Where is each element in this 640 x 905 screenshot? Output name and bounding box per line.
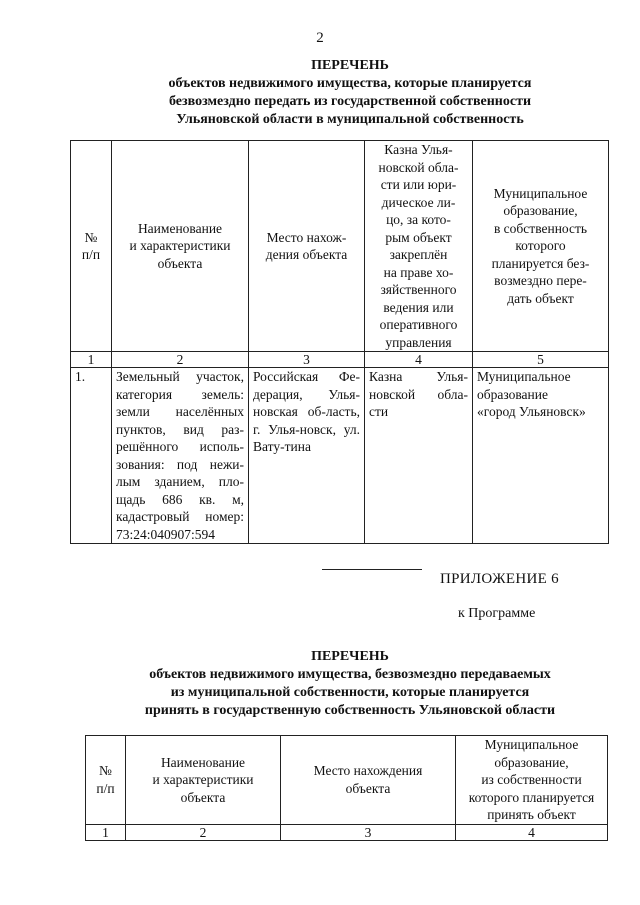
list2-table [85,735,608,841]
table-row [71,368,609,544]
list2-subtitle-line: принять в государственную собственность Ульяновской области [144,703,556,718]
list1-title-block [60,57,640,129]
header-municipality: Муниципальное образование, из собственности которого планируется принять объект [456,736,608,825]
table-header-row [71,141,609,352]
program-label: к Программе [458,606,536,621]
header-num: № п/п [71,141,112,352]
list1-subtitle-line: Ульяновской области в муниципальной собственность [176,112,524,127]
column-number: 1 [86,824,126,840]
header-num: № п/п [86,736,126,825]
column-number: 3 [281,824,456,840]
column-number: 2 [112,352,249,368]
header-name: Наименование и характеристики объекта [112,141,249,352]
column-number: 4 [365,352,473,368]
row-name: Земельный участок, категория земель: земли населённых пунктов, вид раз-решённого исполь-зования: под нежи-лым зданием, пло-щадь 686 кв. м, кадастровый номер: 73:24:040907:594 [112,368,249,544]
column-number: 2 [126,824,281,840]
row-holder: Казна Улья-новской обла-сти [365,368,473,544]
list2-subtitle-line: из муниципальной собственности, которые планируется [170,685,530,700]
appendix-label: ПРИЛОЖЕНИЕ 6 [440,571,559,587]
header-location: Место нахож- дения объекта [249,141,365,352]
list2-subtitle-line: объектов недвижимого имущества, безвозмездно передаваемых [149,667,551,682]
list1-table [70,140,609,544]
list2-title: ПЕРЕЧЕНЬ [311,649,389,664]
header-location: Место нахождения объекта [281,736,456,825]
list1-title: ПЕРЕЧЕНЬ [311,58,389,73]
row-num: 1. [71,368,112,544]
column-number: 1 [71,352,112,368]
column-numbers-row [71,352,609,368]
list1-subtitle-line: объектов недвижимого имущества, которые планируется [168,76,532,91]
row-municipality: Муниципальное образование «город Ульяновск» [473,368,609,544]
page-number: 2 [316,30,324,46]
list2-title-block [60,648,640,720]
separator-line [322,569,422,570]
column-number: 4 [456,824,608,840]
column-number: 5 [473,352,609,368]
list1-subtitle-line: безвозмездно передать из государственной собственности [168,94,532,109]
header-name: Наименование и характеристики объекта [126,736,281,825]
header-holder: Казна Улья- новской обла- сти или юри- дическое ли- цо, за кото- рым объект закреплён на праве хо- зяйственного ведения или оперативного управления [365,141,473,352]
row-location: Российская Фе-дерация, Улья-новская об-ласть, г. Улья-новск, ул. Вату-тина [249,368,365,544]
table-header-row [86,736,608,825]
header-municipality: Муниципальное образование, в собственность которого планируется без- возмездно пере- дать объект [473,141,609,352]
column-number: 3 [249,352,365,368]
column-numbers-row [86,824,608,840]
